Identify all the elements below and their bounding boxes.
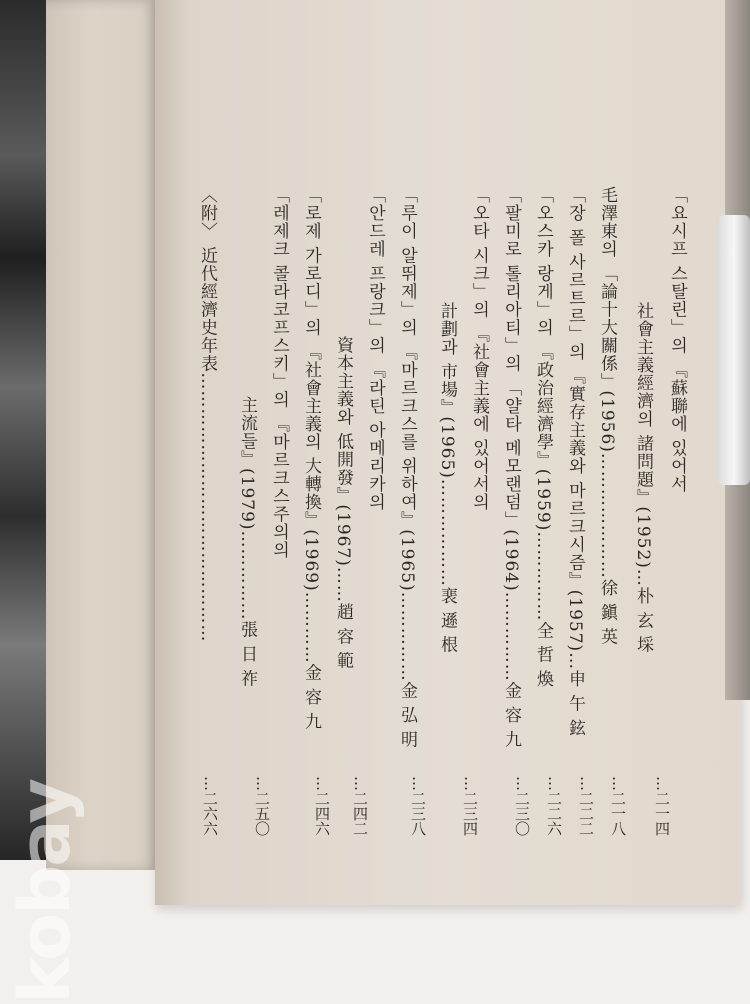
page-number: …二二六 bbox=[545, 776, 563, 836]
toc-appendix: 〈附〉 近代經濟史年表……………………………………… bbox=[197, 186, 217, 643]
toc-entry-3: 「장 폴 사르트르」의 『實存主義와 마르크시즘』(1957)…申 午 鉉 bbox=[565, 186, 585, 737]
toc-entry-2: 毛澤東의 「論十大關係」(1956)…………………徐 鎭 英 bbox=[597, 186, 617, 646]
facing-photo bbox=[0, 0, 48, 860]
toc-entry-6-cont: 計劃과 市場』(1965)………………裵 遜 根 bbox=[437, 302, 457, 654]
page-number: …二三〇 bbox=[513, 776, 531, 836]
toc-entry-8: 「안드레 프랑크」의 『라틴 아메리카의 bbox=[365, 186, 385, 512]
page-number: …二四二 bbox=[351, 776, 369, 836]
page-number: …二一八 bbox=[609, 776, 627, 836]
toc-entry-7: 「루이 알뛰제」의 『마르크스를 위하여』(1965)……………金 弘 明 bbox=[397, 186, 417, 749]
table-of-contents bbox=[198, 186, 698, 836]
toc-entry-10: 「레제크 콜라코프스키」의 『마르크스주의의 bbox=[269, 186, 289, 559]
page-number: …二五〇 bbox=[253, 776, 271, 836]
page-number: …二三八 bbox=[409, 776, 427, 836]
toc-entry-8-cont: 資本主義와 低開發』(1967)……趙 容 範 bbox=[333, 336, 353, 670]
page-number: …二四六 bbox=[313, 776, 331, 836]
toc-entry-1-cont: 社會主義經濟의 諸問題』(1952)…朴 玄 埰 bbox=[633, 302, 653, 654]
toc-entry-9: 「로제 가로디」의 『社會主義의 大轉換』(1969)…………金 容 九 bbox=[301, 186, 321, 731]
page-number: …二二二 bbox=[577, 776, 595, 836]
toc-entry-10-cont: 主流들』(1979)……………張 日 祚 bbox=[237, 396, 257, 688]
page-number: …二六六 bbox=[201, 776, 219, 836]
page-number: …二一四 bbox=[653, 776, 671, 836]
watermark: kobay bbox=[4, 780, 86, 1004]
toc-entry-1: 「요시프 스탈린」의 『蘇聯에 있어서 bbox=[667, 186, 687, 494]
page-clip bbox=[718, 215, 750, 485]
toc-entry-6: 「오타 시크」의 『社會主義에 있어서의 bbox=[469, 186, 489, 512]
page-number: …二三四 bbox=[461, 776, 479, 836]
left-page bbox=[46, 0, 158, 870]
toc-entry-5: 「팔미로 톨리아티」의 「얄타 메모랜덤」(1964)……………金 容 九 bbox=[501, 186, 521, 749]
toc-entry-4: 「오스카 랑게」의 『政治經濟學』(1959)……………全 哲 煥 bbox=[533, 186, 553, 689]
